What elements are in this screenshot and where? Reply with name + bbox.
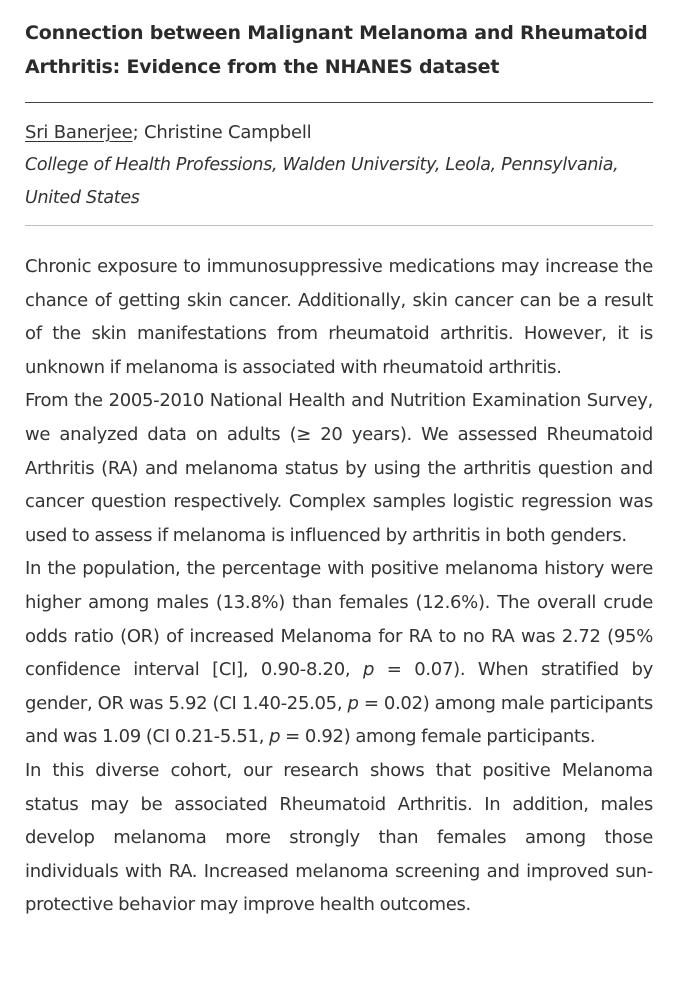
abstract	[25, 250, 653, 922]
author-affiliation: College of Health Professions, Walden University, Leola, Pennsylvania, United States	[25, 155, 619, 208]
results-text-1: In the population, the percentage with positive melanoma history were higher among males (13.8%) than females (12.6%). The overall crude odds ratio (OR) of increased Melanoma for RA to no RA was 2.72 (95% confidence interval [CI], 0.90-8.20,	[25, 558, 653, 681]
article	[25, 16, 653, 922]
author-name-2: Christine Campbell	[143, 122, 312, 143]
header-divider	[25, 225, 653, 226]
abstract-background: Chronic exposure to immunosuppressive medications may increase the chance of getting skin cancer. Additionally, skin cancer can be a result of the skin manifestations from rheumatoid arthritis. However, it is unknown if melanoma is associated with rheumatoid arthritis.	[25, 256, 653, 378]
p-value-symbol: p	[362, 659, 375, 681]
p-value-symbol: p	[269, 726, 281, 748]
author-link-1[interactable]: Sri Banerjee	[25, 122, 133, 143]
abstract-methods: From the 2005-2010 National Health and Nutrition Examination Survey, we analyzed data on adults (≥ 20 years). We assessed Rheumatoid Arthritis (RA) and melanoma status by using the arthritis question and cancer question respectively. Complex samples logistic regression was used to assess if melanoma is influenced by arthritis in both genders.	[25, 390, 653, 546]
abstract-conclusion: In this diverse cohort, our research shows that positive Melanoma status may be associated Rheumatoid Arthritis. In addition, males develop melanoma more strongly than females among those individuals with RA. Increased melanoma screening and improved sun-protective behavior may improve health outcomes.	[25, 759, 653, 916]
abstract-results	[25, 552, 653, 754]
title-divider	[25, 102, 653, 103]
author-separator: ;	[132, 122, 144, 143]
p-value-symbol: p	[347, 692, 359, 714]
results-text-2: = 0.07). When stratified by gender, OR was 5.92 (CI 1.40-25.05,	[25, 659, 653, 714]
results-text-3: = 0.02) among male participants and was 1.09 (CI 0.21-5.51,	[25, 692, 653, 748]
author-list	[25, 116, 653, 149]
article-title: Connection between Malignant Melanoma and Rheumatoid Arthritis: Evidence from the NHANES dataset	[25, 22, 648, 78]
results-text-4: = 0.92) among female participants.	[280, 726, 596, 748]
